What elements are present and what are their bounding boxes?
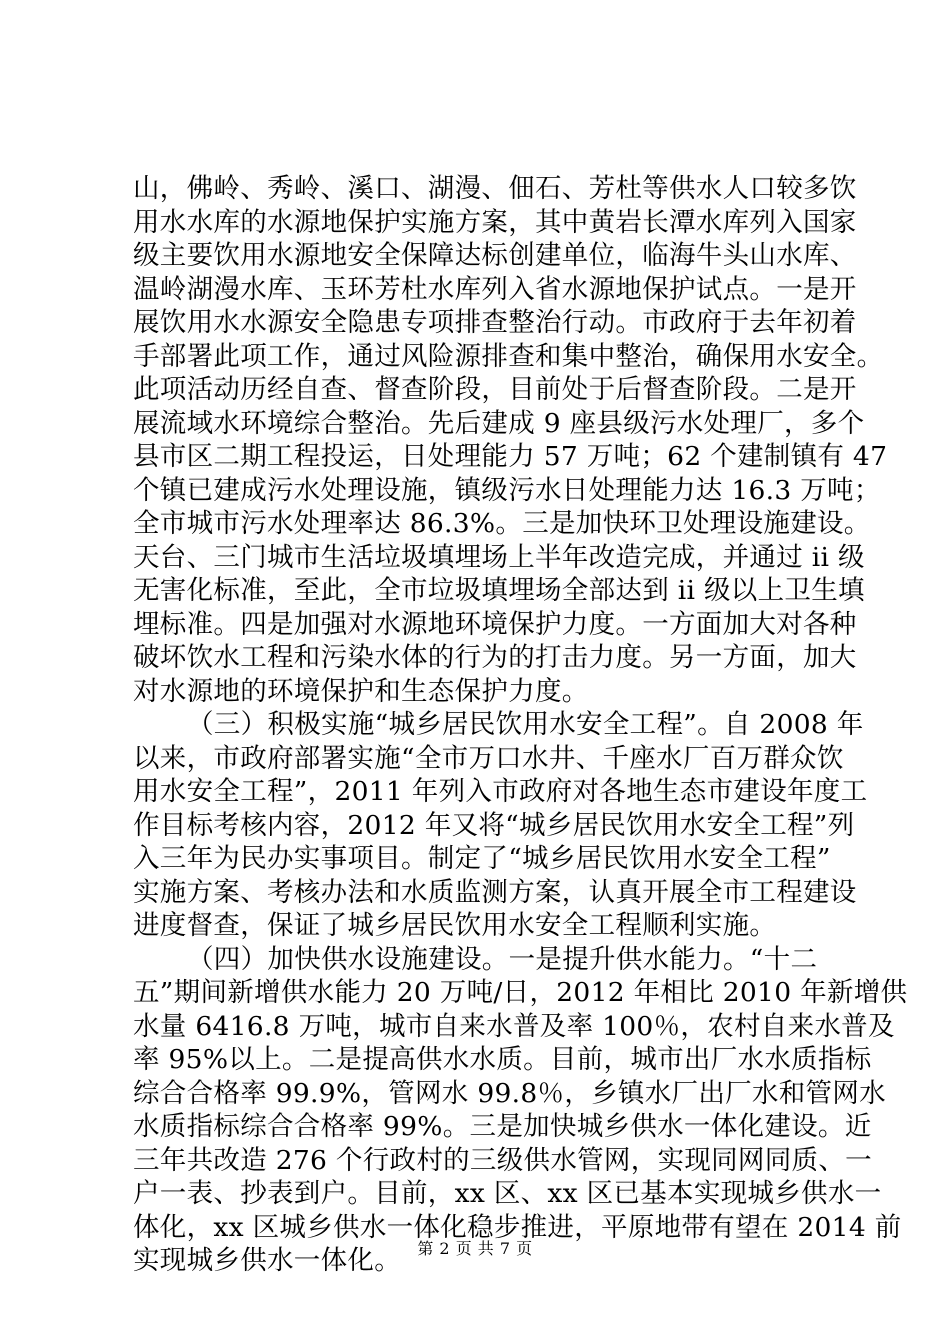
text-line: 实现城乡供水一体化。	[133, 1245, 401, 1276]
text-line: 埋标准。四是加强对水源地环境保护力度。一方面加大对各种	[133, 608, 857, 640]
text-line: 用水水库的水源地保护实施方案，其中黄岩长潭水库列入国家	[133, 206, 857, 238]
document-body	[133, 172, 908, 1278]
text-line: 手部署此项工作，通过风险源排查和集中整治，确保用水安全。	[133, 340, 884, 372]
text-line: 水质指标综合合格率 99%。三是加快城乡供水一体化建设。近	[133, 1111, 872, 1142]
text-line: 温岭湖漫水库、玉环芳杜水库列入省水源地保护试点。一是开	[133, 273, 857, 305]
paragraph-heading-line: （四）加快供水设施建设。一是提升供水能力。“十二	[187, 943, 818, 975]
text-line: 天台、三门城市生活垃圾填埋场上半年改造完成，并通过 ii 级	[133, 541, 865, 573]
text-line: 山，佛岭、秀岭、溪口、湖漫、佃石、芳杜等供水人口较多饮	[133, 173, 857, 204]
text-line: 综合合格率 99.9%，管网水 99.8％，乡镇水厂出厂水和管网水	[133, 1077, 886, 1109]
text-line: 三年共改造 276 个行政村的三级供水管网，实现同网同质、一	[133, 1144, 872, 1176]
text-line: 展流域水环境综合整治。先后建成 9 座县级污水处理厂，多个	[133, 407, 865, 439]
text-line: 户一表、抄表到户。目前，xx 区、xx 区已基本实现城乡供水一	[133, 1178, 882, 1209]
text-line: 展饮用水水源安全隐患专项排查整治行动。市政府于去年初着	[133, 307, 857, 338]
page-footer: 第 2 页 共 7 页	[417, 1239, 533, 1258]
paragraph-heading-line: （三）积极实施“城乡居民饮用水安全工程”。自 2008 年	[187, 709, 864, 740]
text-line: 实施方案、考核办法和水质监测方案，认真开展全市工程建设	[133, 876, 857, 908]
text-line: 进度督查，保证了城乡居民饮用水安全工程顺利实施。	[133, 910, 777, 941]
text-line: 全市城市污水处理率达 86.3%。三是加快环卫处理设施建设。	[133, 508, 871, 539]
text-line: 体化，xx 区城乡供水一体化稳步推进，平原地带有望在 2014 前	[133, 1211, 902, 1243]
text-line: 用水安全工程”，2011 年列入市政府对各地生态市建设年度工	[133, 776, 868, 807]
text-line: 对水源地的环境保护和生态保护力度。	[133, 675, 589, 707]
text-line: 级主要饮用水源地安全保障达标创建单位，临海牛头山水库、	[133, 240, 857, 271]
text-line: 破坏饮水工程和污染水体的行为的打击力度。另一方面，加大	[133, 642, 857, 673]
text-line: 率 95%以上。二是提高供水水质。目前，城市出厂水水质指标	[133, 1044, 872, 1075]
text-line: 五”期间新增供水能力 20 万吨/日，2012 年相比 2010 年新增供	[133, 977, 908, 1008]
text-line: 水量 6416.8 万吨，城市自来水普及率 100％，农村自来水普及	[133, 1010, 895, 1042]
text-line: 个镇已建成污水处理设施，镇级污水日处理能力达 16.3 万吨；	[133, 474, 881, 506]
text-line: 作目标考核内容，2012 年又将“城乡居民饮用水安全工程”列	[133, 809, 855, 841]
text-line: 此项活动历经自查、督查阶段，目前处于后督查阶段。二是开	[133, 374, 857, 405]
text-line: 无害化标准，至此，全市垃圾填埋场全部达到 ii 级以上卫生填	[133, 575, 865, 606]
text-line: 入三年为民办实事项目。制定了“城乡居民饮用水安全工程”	[133, 843, 831, 874]
text-line: 以来，市政府部署实施“全市万口水井、千座水厂百万群众饮	[133, 742, 844, 774]
text-line: 县市区二期工程投运，日处理能力 57 万吨；62 个建制镇有 47	[133, 441, 888, 472]
